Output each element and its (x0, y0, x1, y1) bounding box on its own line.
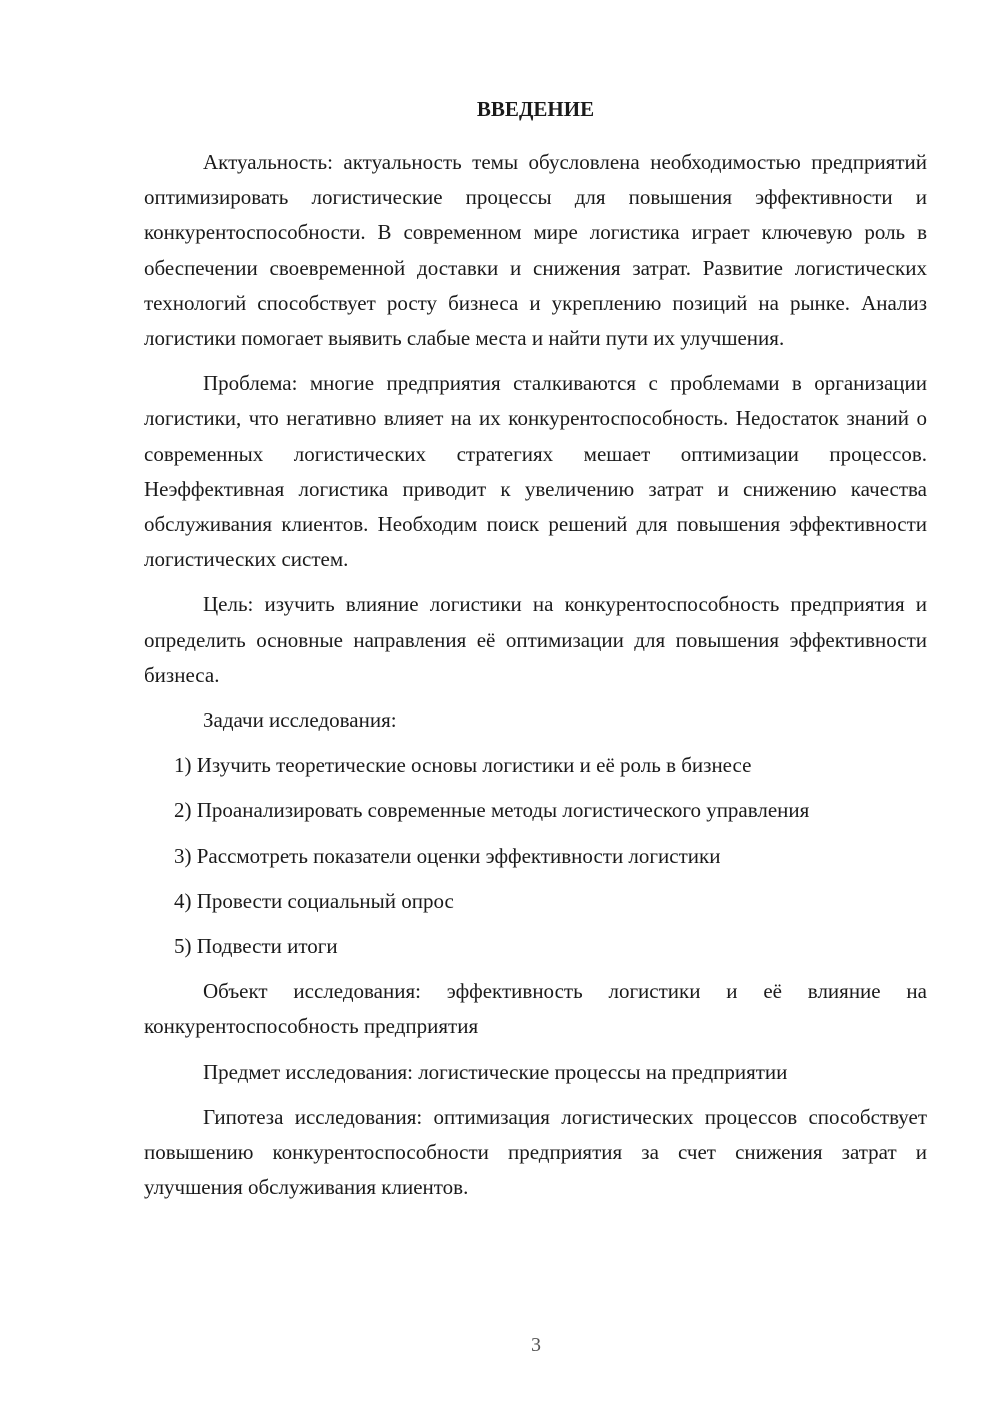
task-item-4: 4) Провести социальный опрос (174, 888, 454, 913)
goal-paragraph: Цель: изучить влияние логистики на конкурентоспособность предприятия и определить основные направления её оптимизации для повышения эффективности бизнеса. (144, 592, 927, 687)
page-content (144, 92, 927, 1215)
task-item-2: 2) Проанализировать современные методы логистического управления (174, 798, 810, 823)
task-item-5: 5) Подвести итоги (174, 934, 338, 959)
hypothesis-paragraph: Гипотеза исследования: оптимизация логистических процессов способствует повышению конкурентоспособности предприятия за счет снижения затрат и улучшения обслуживания клиентов. (144, 1104, 927, 1200)
relevance-paragraph: Актуальность: актуальность темы обусловлена необходимостью предприятий оптимизировать логистические процессы для повышения эффективности и конкурентоспособности. В современном мире логистика играет ключевую роль в обеспечении своевременной доставки и снижения затрат. Развитие логистических технологий способствует росту бизнеса и укреплению позиций на рынке. Анализ логистики помогает выявить слабые места и найти пути их улучшения. (144, 150, 927, 351)
tasks-heading: Задачи исследования: (203, 708, 397, 733)
page-number: 3 (531, 1334, 541, 1356)
task-item-3: 3) Рассмотреть показатели оценки эффективности логистики (174, 843, 721, 868)
problem-paragraph: Проблема: многие предприятия сталкиваются с проблемами в организации логистики, что негативно влияет на их конкурентоспособность. Недостаток знаний о современных логистических стратегиях мешает оптимизации процессов. Неэффективная логистика приводит к увеличению затрат и снижению качества обслуживания клиентов. Необходим поиск решений для повышения эффективности логистических систем. (144, 371, 927, 572)
subject-paragraph: Предмет исследования: логистические процессы на предприятии (203, 1059, 788, 1084)
object-paragraph: Объект исследования: эффективность логистики и её влияние на конкурентоспособность предприятия (144, 979, 927, 1039)
section-title: ВВЕДЕНИЕ (476, 97, 595, 121)
task-item-1: 1) Изучить теоретические основы логистики и её роль в бизнесе (174, 753, 752, 778)
